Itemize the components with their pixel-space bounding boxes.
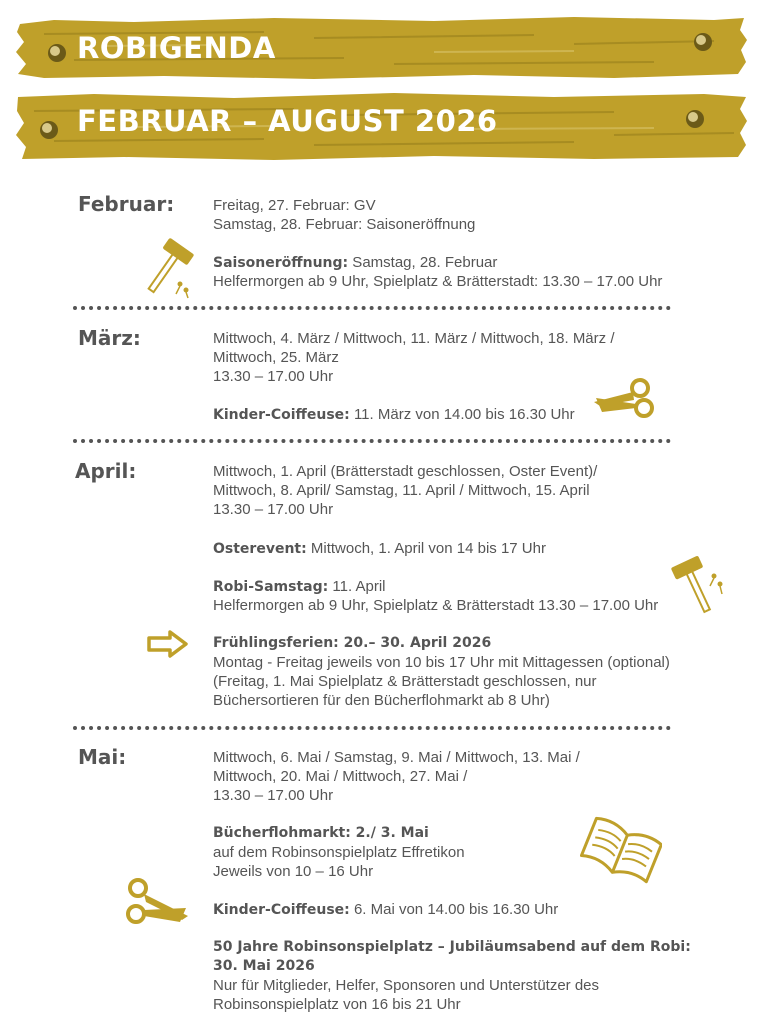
event-easter-date: Mittwoch, 1. April von 14 bis 17 Uhr	[306, 540, 546, 557]
event-line: 13.30 – 17.00 Uhr	[213, 787, 334, 804]
event-hair	[213, 405, 575, 425]
header-board-subtitle	[14, 91, 748, 155]
event-line: Helfermorgen ab 9 Uhr, Spielplatz & Brätterstadt: 13.30 – 17.00 Uhr	[213, 273, 663, 290]
event-jubilee-title: 50 Jahre Robinsonspielplatz – Jubiläumsabend auf dem Robi:	[213, 939, 691, 955]
event-hair-date: 6. Mai von 14.00 bis 16.30 Uhr	[349, 901, 559, 918]
event-hair	[213, 900, 558, 920]
month-label-april: April:	[75, 459, 137, 483]
page-subtitle: FEBRUAR – AUGUST 2026	[77, 104, 498, 138]
event-hair-title: Kinder-Coiffeuse:	[213, 902, 350, 918]
event-line: Helfermorgen ab 9 Uhr, Spielplatz & Brätterstadt 13.30 – 17.00 Uhr	[213, 597, 659, 614]
event-line: Jeweils von 10 – 16 Uhr	[213, 863, 374, 880]
event-line: Robinsonspielplatz von 16 bis 21 Uhr	[213, 996, 461, 1013]
event-jubilee-date: 30. Mai 2026	[213, 958, 315, 974]
event-hair-date: 11. März von 14.00 bis 16.30 Uhr	[349, 406, 575, 423]
book-icon	[580, 816, 662, 891]
header-board-title	[14, 16, 748, 80]
event-line: Freitag, 27. Februar: GV	[213, 197, 376, 214]
event-book-title: Bücherflohmarkt: 2./ 3. Mai	[213, 825, 429, 841]
event-line: Büchersortieren für den Bücherflohmarkt ab 8 Uhr)	[213, 692, 550, 709]
event-robi-samstag	[213, 577, 386, 597]
event-line: (Freitag, 1. Mai Spielplatz & Brätterstadt geschlossen, nur	[213, 673, 597, 690]
month-label-maerz: März:	[78, 326, 141, 350]
event-easter	[213, 539, 546, 559]
section-divider	[73, 439, 671, 443]
event-line: Mittwoch, 25. März	[213, 349, 339, 366]
event-line: 13.30 – 17.00 Uhr	[213, 368, 334, 385]
month-label-februar: Februar:	[78, 192, 175, 216]
event-robi-title: Robi-Samstag:	[213, 579, 329, 595]
hammer-icon	[140, 238, 196, 305]
event-robi-date: 11. April	[328, 578, 386, 595]
hammer-icon	[670, 554, 726, 621]
event-opening-date: Samstag, 28. Februar	[348, 254, 498, 271]
event-opening	[213, 253, 497, 273]
event-line: auf dem Robinsonspielplatz Effretikon	[213, 844, 465, 861]
event-spring-title: Frühlingsferien: 20.– 30. April 2026	[213, 635, 492, 651]
event-easter-title: Osterevent:	[213, 541, 307, 557]
scissors-icon	[124, 876, 192, 939]
event-hair-title: Kinder-Coiffeuse:	[213, 407, 350, 423]
scissors-icon	[590, 376, 658, 431]
page-title: ROBIGENDA	[77, 31, 276, 65]
event-line: Mittwoch, 8. April/ Samstag, 11. April / Mittwoch, 15. April	[213, 482, 590, 499]
event-line: Mittwoch, 1. April (Brätterstadt geschlossen, Oster Event)/	[213, 463, 598, 480]
event-line: Samstag, 28. Februar: Saisoneröffnung	[213, 216, 476, 233]
event-line: 13.30 – 17.00 Uhr	[213, 501, 334, 518]
event-line: Mittwoch, 20. Mai / Mittwoch, 27. Mai /	[213, 768, 468, 785]
arrow-right-icon	[146, 629, 190, 664]
event-line: Mittwoch, 6. Mai / Samstag, 9. Mai / Mittwoch, 13. Mai /	[213, 749, 580, 766]
event-opening-title: Saisoneröffnung:	[213, 255, 349, 271]
event-line: Montag - Freitag jeweils von 10 bis 17 Uhr mit Mittagessen (optional)	[213, 654, 670, 671]
event-line: Nur für Mitglieder, Helfer, Sponsoren und Unterstützer des	[213, 977, 600, 994]
section-divider	[73, 726, 671, 730]
month-label-mai: Mai:	[78, 745, 127, 769]
event-line: Mittwoch, 4. März / Mittwoch, 11. März / Mittwoch, 18. März /	[213, 330, 615, 347]
section-divider	[73, 306, 671, 310]
